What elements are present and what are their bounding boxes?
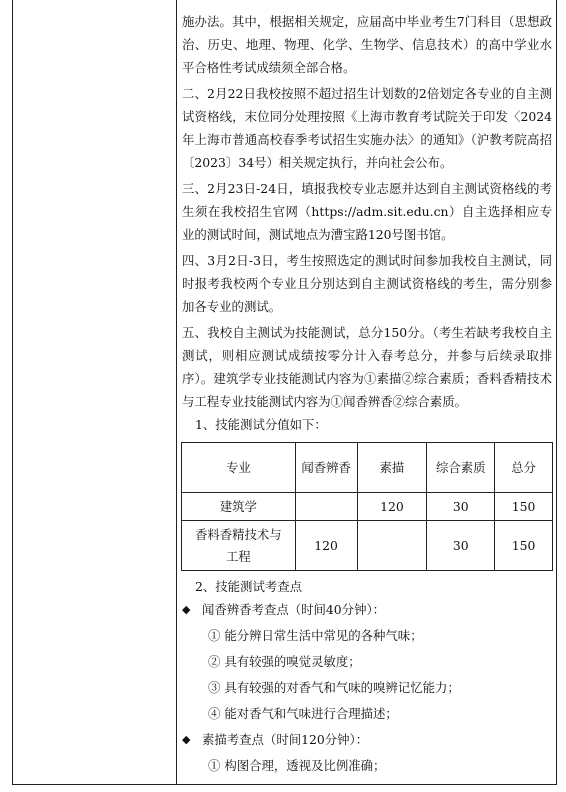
paragraph-implementation: 施办法。其中，根据相关规定，应届高中毕业考生7门科目（思想政治、历史、地理、物理、化学、生物学、信息技术）的高中学业水平合格性考试成绩须全部合格。 bbox=[182, 14, 552, 75]
section-smell-title bbox=[182, 598, 552, 621]
table-row bbox=[182, 493, 553, 521]
paragraph-test-booking: 三、2月23日-24日，填报我校专业志愿并达到自主测试资格线的考生须在我校招生官网（https://adm.sit.edu.cn）自主选择相应专业的测试时间，测试地点为漕宝路120号图书馆。 bbox=[182, 181, 552, 242]
cell-major: 香料香精技术与工程 bbox=[182, 521, 296, 571]
header-comprehensive: 综合素质 bbox=[427, 443, 495, 493]
table-row bbox=[182, 521, 553, 571]
cell-major: 建筑学 bbox=[182, 493, 296, 521]
header-major: 专业 bbox=[182, 443, 296, 493]
cell-comprehensive: 30 bbox=[427, 521, 495, 571]
subheading-score-table: 1、技能测试分值如下： bbox=[195, 417, 327, 432]
section-sketch-label: 素描考查点（时间120分钟）： bbox=[202, 732, 369, 747]
list-item: ④ 能对香气和气味进行合理描述； bbox=[208, 706, 398, 721]
cell-total: 150 bbox=[495, 493, 553, 521]
list-item: ① 能分辨日常生活中常见的各种气味； bbox=[208, 628, 423, 643]
header-smell: 闻香辨香 bbox=[295, 443, 357, 493]
table-column-divider bbox=[176, 0, 177, 784]
subheading-test-points: 2、技能测试考查点 bbox=[195, 579, 303, 594]
cell-smell: 120 bbox=[295, 521, 357, 571]
header-total: 总分 bbox=[495, 443, 553, 493]
paragraph-qualification-line: 二、2月22日我校按照不超过招生计划数的2倍划定各专业的自主测试资格线，末位同分处理按照《上海市教育考试院关于印发〈2024年上海市普通高校春季考试招生实施办法〉的通知》（沪教考院高招〔2023〕34号）相关规定执行，并向社会公布。 bbox=[182, 86, 552, 170]
cell-comprehensive: 30 bbox=[427, 493, 495, 521]
list-item: ② 具有较强的嗅觉灵敏度； bbox=[208, 654, 361, 669]
cell-total: 150 bbox=[495, 521, 553, 571]
diamond-bullet-icon: ◆ bbox=[182, 733, 191, 746]
cell-sketch bbox=[357, 521, 427, 571]
section-sketch-title bbox=[182, 728, 552, 751]
header-sketch: 素描 bbox=[357, 443, 427, 493]
paragraph-skill-test: 五、我校自主测试为技能测试，总分150分。（考生若缺考我校自主测试，则相应测试成绩按零分计入春考总分，并参与后续录取排序）。建筑学专业技能测试内容为①素描②综合素质；香料香精技术与工程专业技能测试内容为①闻香辨香②综合素质。 bbox=[182, 325, 552, 409]
list-item: ③ 具有较强的对香气和气味的嗅辨记忆能力； bbox=[208, 680, 460, 695]
list-item: ① 构图合理，透视及比例准确； bbox=[208, 758, 386, 773]
paragraph-test-dates: 四、3月2日-3日，考生按照选定的测试时间参加我校自主测试，同时报考我校两个专业且分别达到自主测试资格线的考生，需分别参加各专业的测试。 bbox=[182, 253, 552, 314]
cell-sketch: 120 bbox=[357, 493, 427, 521]
score-table-header-row bbox=[182, 443, 553, 493]
document-content bbox=[182, 10, 552, 777]
cell-smell bbox=[295, 493, 357, 521]
score-table bbox=[181, 442, 553, 571]
section-smell-label: 闻香辨香考查点（时间40分钟）： bbox=[202, 602, 386, 617]
diamond-bullet-icon: ◆ bbox=[182, 603, 191, 616]
